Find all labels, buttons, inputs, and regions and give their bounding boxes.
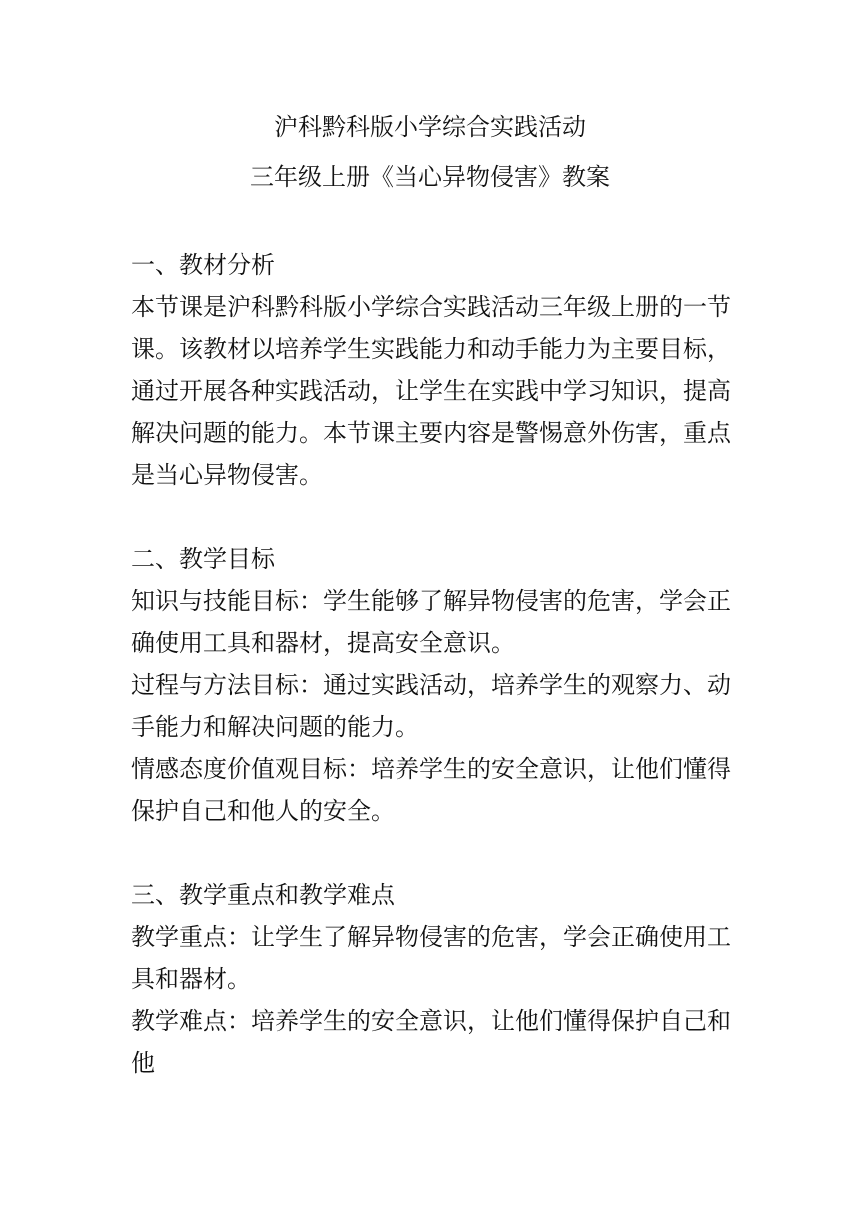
section-heading: 三、教学重点和教学难点 xyxy=(131,881,395,909)
document-title-block xyxy=(0,108,860,196)
section-textbook-analysis xyxy=(131,244,731,496)
paragraph: 知识与技能目标：学生能够了解异物侵害的危害，学会正确使用工具和器材，提高安全意识。 xyxy=(131,587,731,657)
paragraph: 过程与方法目标：通过实践活动，培养学生的观察力、动手能力和解决问题的能力。 xyxy=(131,671,731,741)
document-title: 沪科黔科版小学综合实践活动 xyxy=(274,113,586,141)
section-heading: 一、教材分析 xyxy=(131,251,275,279)
section-heading: 二、教学目标 xyxy=(131,545,275,573)
paragraph: 本节课是沪科黔科版小学综合实践活动三年级上册的一节课。该教材以培养学生实践能力和动手能力为主要目标，通过开展各种实践活动，让学生在实践中学习知识，提高解决问题的能力。本节课主要内容是警惕意外伤害，重点是当心异物侵害。 xyxy=(131,293,731,489)
paragraph: 情感态度价值观目标：培养学生的安全意识，让他们懂得保护自己和他人的安全。 xyxy=(131,755,731,825)
section-teaching-objectives xyxy=(131,538,731,832)
paragraph: 教学重点：让学生了解异物侵害的危害，学会正确使用工具和器材。 xyxy=(131,923,731,993)
document-subtitle: 三年级上册《当心异物侵害》教案 xyxy=(250,163,610,191)
paragraph: 教学难点：培养学生的安全意识，让他们懂得保护自己和他 xyxy=(131,1007,731,1077)
document-body xyxy=(131,244,731,1084)
section-key-and-difficult-points xyxy=(131,874,731,1084)
